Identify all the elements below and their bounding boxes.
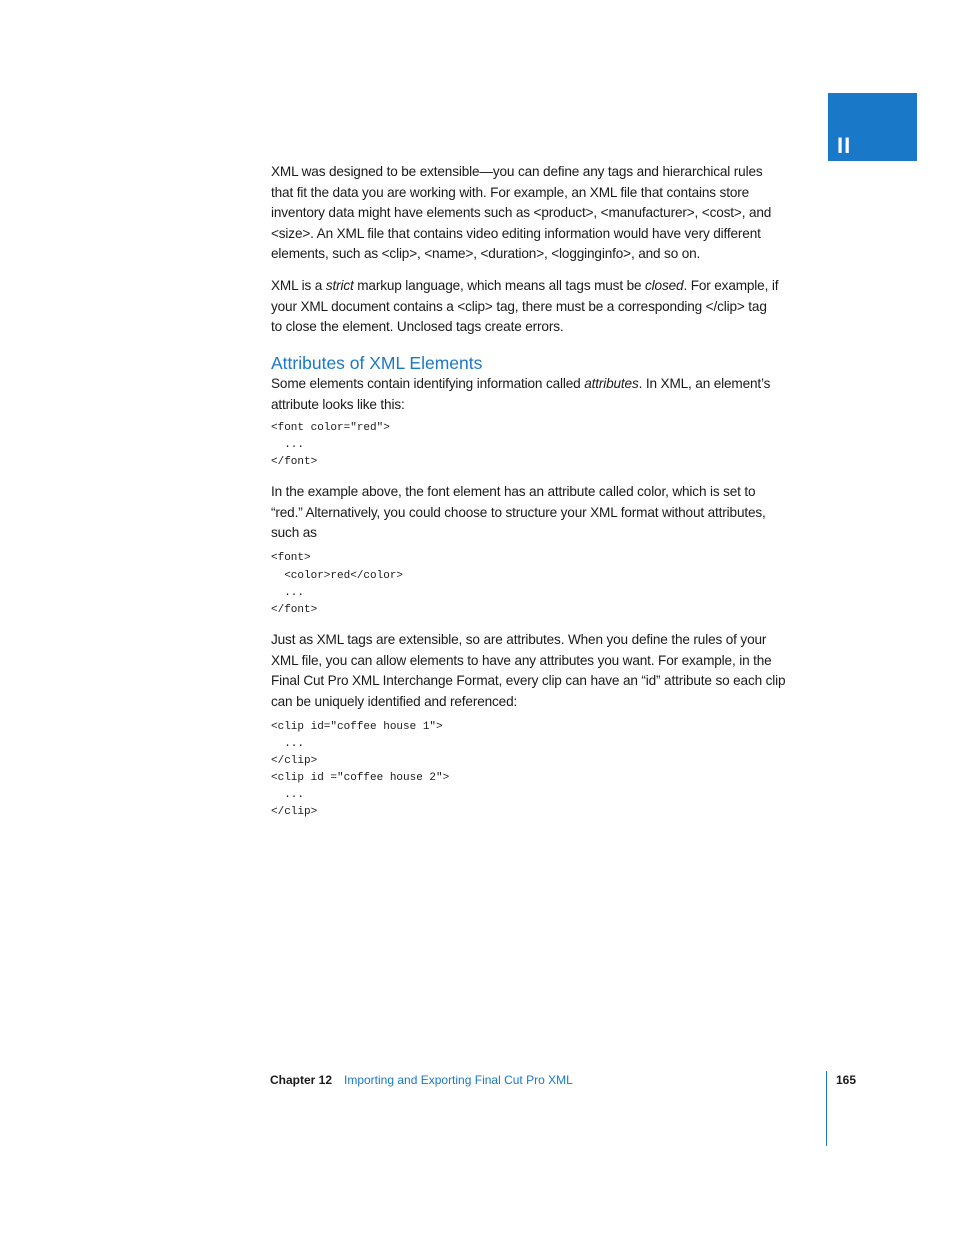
- text: Some elements contain identifying information called: [271, 376, 585, 391]
- body-line: can be uniquely identified and referenced:: [271, 694, 518, 709]
- body-line: “red.” Alternatively, you could choose to structure your XML format without attributes,: [271, 505, 766, 520]
- code-line: ...: [271, 738, 305, 750]
- code-line: <font color="red">: [271, 422, 390, 434]
- code-line: <clip id ="coffee house 2">: [271, 772, 450, 784]
- body-line: [271, 277, 778, 295]
- page-number: 165: [836, 1073, 857, 1087]
- code-line: </clip>: [271, 806, 318, 818]
- footer-chapter: Chapter 12: [270, 1073, 333, 1087]
- text: markup language, which means all tags must be: [353, 278, 646, 293]
- text: . In XML, an element’s: [638, 376, 771, 391]
- emphasis: strict: [325, 278, 354, 293]
- body-line: Just as XML tags are extensible, so are attributes. When you define the rules of your: [271, 632, 767, 647]
- part-label: II: [837, 133, 852, 158]
- body-line: [271, 375, 770, 393]
- body-line: inventory data might have elements such as <product>, <manufacturer>, <cost>, and: [271, 205, 772, 220]
- emphasis: attributes: [584, 376, 639, 391]
- body-line: XML was designed to be extensible—you can define any tags and hierarchical rules: [271, 164, 763, 179]
- code-line: ...: [271, 789, 305, 801]
- footer-divider: [826, 1071, 827, 1146]
- body-line: In the example above, the font element has an attribute called color, which is set to: [271, 484, 756, 499]
- code-line: ...: [271, 587, 305, 599]
- code-line: <font>: [271, 552, 311, 564]
- body-line: XML file, you can allow elements to have any attributes you want. For example, in the: [271, 653, 772, 668]
- text: . For example, if: [683, 278, 779, 293]
- code-line: <clip id="coffee house 1">: [271, 721, 443, 733]
- body-line: that fit the data you are working with. For example, an XML file that contains store: [271, 185, 750, 200]
- body-line: such as: [271, 525, 317, 540]
- body-line: elements, such as <clip>, <name>, <duration>, <logginginfo>, and so on.: [271, 246, 701, 261]
- emphasis: closed: [645, 278, 684, 293]
- code-line: </clip>: [271, 755, 318, 767]
- body-line: <size>. An XML file that contains video editing information would have very different: [271, 226, 761, 241]
- body-line: your XML document contains a <clip> tag, there must be a corresponding </clip> tag: [271, 299, 767, 314]
- section-heading: Attributes of XML Elements: [271, 353, 483, 373]
- body-line: attribute looks like this:: [271, 397, 405, 412]
- code-line: </font>: [271, 456, 318, 468]
- part-tab: [828, 93, 917, 161]
- code-line: </font>: [271, 604, 318, 616]
- code-line: <color>red</color>: [271, 570, 404, 582]
- body-line: Final Cut Pro XML Interchange Format, every clip can have an “id” attribute so each clip: [271, 673, 786, 688]
- code-line: ...: [271, 439, 305, 451]
- body-line: to close the element. Unclosed tags create errors.: [271, 319, 564, 334]
- footer-chapter-title[interactable]: Importing and Exporting Final Cut Pro XML: [344, 1073, 573, 1087]
- text: XML is a: [271, 278, 326, 293]
